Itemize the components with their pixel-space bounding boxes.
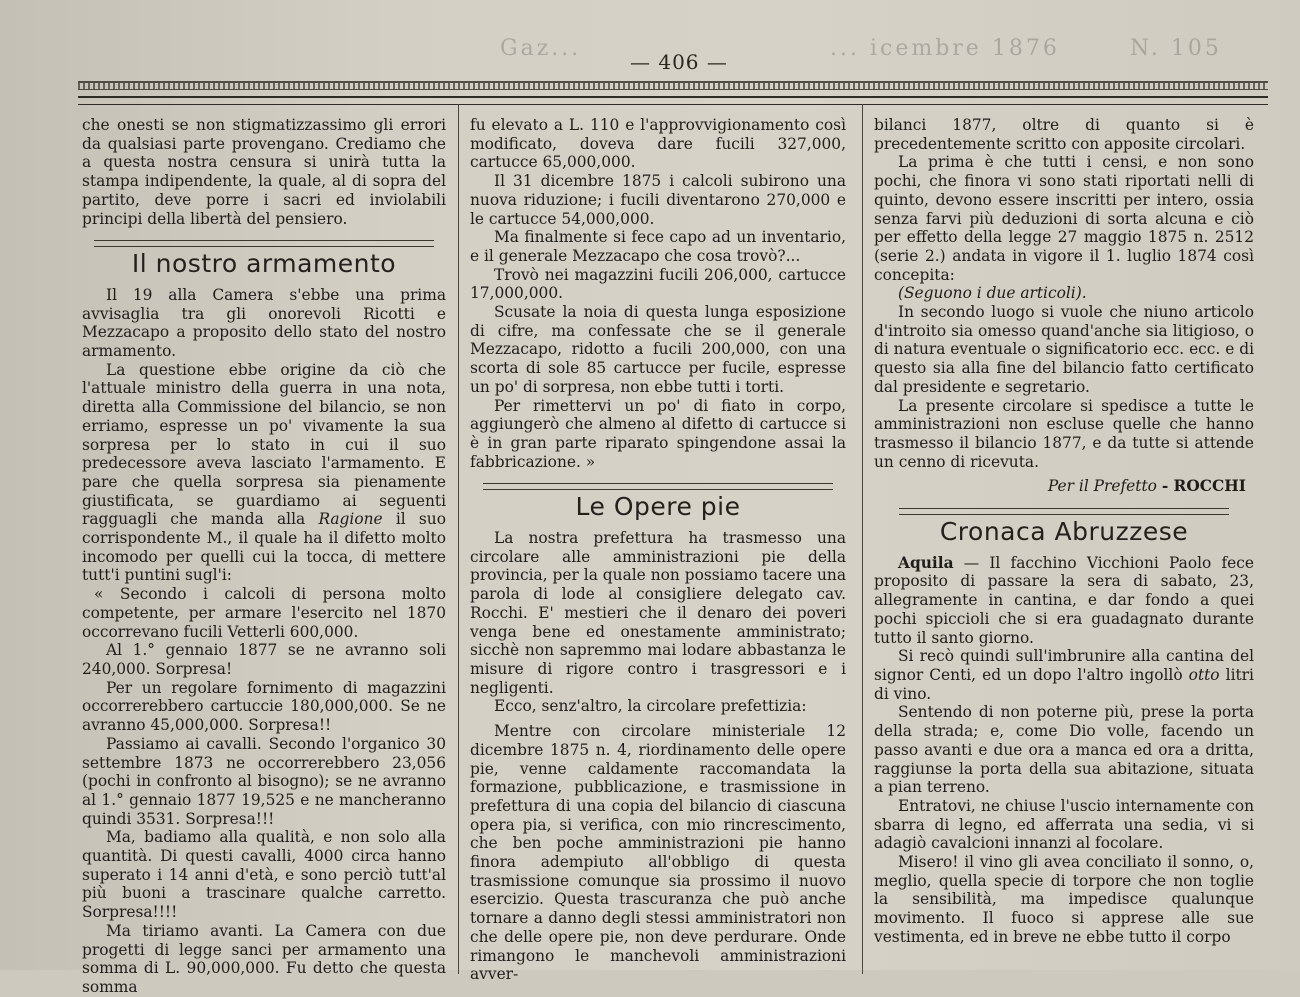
section-divider bbox=[483, 483, 833, 490]
bleed-through-date: ... icembre 1876 bbox=[830, 36, 1060, 61]
paragraph: Per rimettervi un po' di fiato in corpo, aggiungerò che almeno al difetto di cartucce si è in gran parte riparato spingendone assai la fabbricazione. » bbox=[470, 396, 846, 471]
signature: Per il Prefetto - ROCCHI bbox=[1047, 477, 1246, 496]
headline-opere-pie: Le Opere pie bbox=[575, 492, 741, 522]
headline-armamento: Il nostro armamento bbox=[131, 249, 397, 279]
header-rule bbox=[78, 96, 1268, 105]
column-rule bbox=[862, 104, 863, 974]
paragraph: Passiamo ai cavalli. Secondo l'organico 30 settembre 1873 ne occorrerebbero 23,056 (pochi in confronto al bisogno); se ne avranno al 1.° gennaio 1877 19,525 e ne mancheranno quindi 3531. Sorpresa!!! bbox=[82, 734, 446, 828]
paragraph: fu elevato a L. 110 e l'approvvigionamento così modificato, doveva dare fucili 327,000, cartucce 65,000,000. bbox=[470, 116, 846, 172]
column-2 bbox=[470, 116, 846, 984]
paragraph: La presente circolare si spedisce a tutte le amministrazioni non escluse quelle che hanno trasmesso il bilancio 1877, e da tutte si attende un cenno di ricevuta. bbox=[874, 396, 1254, 471]
headline-cronaca: Cronaca Abruzzese bbox=[939, 517, 1189, 547]
paragraph: Aquila — Il facchino Vicchioni Paolo fece proposito di passare la sera di sabato, 23, allegramente in cantina, e dar fondo a quei pochi spiccioli che si era guadagnato durante tutto il santo giorno. bbox=[874, 553, 1254, 647]
paragraph: bilanci 1877, oltre di quanto si è precedentemente scritto con apposite circolari. bbox=[874, 116, 1254, 153]
bleed-through-number: N. 105 bbox=[1130, 36, 1222, 61]
paragraph: Si recò quindi sull'imbrunire alla cantina del signor Centi, ed un dopo l'altro ingollò otto litri di vino. bbox=[874, 647, 1254, 703]
section-divider bbox=[899, 508, 1229, 515]
paragraph: Ma tiriamo avanti. La Camera con due progetti di legge sanci per armamento una somma di L. 90,000,000. Fu detto che questa somma bbox=[82, 921, 446, 996]
paragraph: La prima è che tutti i censi, e non sono pochi, che finora vi sono stati riportati nelli di quinto, devono essere inscritti per intero, ossia senza farvi più deduzioni di sorta alcuna e ciò per effetto della legge 27 maggio 1875 n. 2512 (serie 2.) andata in vigore il 1. luglio 1874 così concepita: bbox=[874, 153, 1254, 284]
paragraph: Il 19 alla Camera s'ebbe una prima avvisaglia tra gli onorevoli Ricotti e Mezzacapo a proposito dello stato del nostro armamento. bbox=[82, 285, 446, 361]
paragraph: (Seguono i due articoli). bbox=[898, 284, 1087, 303]
paragraph: Scusate la noia di questa lunga esposizione di cifre, ma confessate che se il generale Mezzacapo, ridotto a fucili 200,000, con una scorta di sole 85 cartucce per fucile, espresse un po' di sorpresa, non ebbe tutti i torti. bbox=[470, 303, 846, 396]
paragraph: che onesti se non stigmatizzassimo gli errori da qualsiasi parte provengano. Crediamo che a questa nostra censura si unirà tutta la stampa indipendente, la quale, al di sopra del partito, deve porre i sacri ed inviolabili principi della libertà del pensiero. bbox=[82, 116, 446, 228]
paragraph: Mentre con circolare ministeriale 12 dicembre 1875 n. 4, riordinamento delle opere pie, venne caldamente raccomandata la formazione, pubblicazione, e trasmissione in prefettura di una copia del bilancio di ciascuna opera pia, si verifica, con mio rincrescimento, che ben poche amministrazioni pie hanno finora adempiuto all'obbligo di questa trasmissione comunque sia prossimo il nuovo esercizio. Questa trascuranza che può anche tornare a danno degli stessi amministratori non che delle opere pie, non deve perdurare. Onde rimangono le manchevoli amministrazioni avver- bbox=[470, 722, 846, 984]
paragraph: La questione ebbe origine da ciò che l'attuale ministro della guerra in una nota, diretta alla Commissione del bilancio, se non erriamo, espresse un po' vivamente la sua sorpresa per lo stato in cui il suo predecessore aveva lasciato l'armamento. E pare che quella sorpresa sia pienamente giustificata, se guardiamo ai seguenti ragguagli che manda alla Ragione il suo corrispondente M., il quale ha il difetto molto incomodo per quelli cui la tocca, di mettere tutt'i puntini sugl'i: bbox=[82, 360, 446, 585]
paragraph: La nostra prefettura ha trasmesso una circolare alle amministrazioni pie della provincia, per la quale non possiamo tacere una parola di lode al consigliere delegato cav. Rocchi. E' mestieri che il denaro dei poveri venga bene ed onestamente amministrato; sicchè non sapremmo mai lodare abbastanza le misure di rigore contro i trasgressori e i negligenti. bbox=[470, 529, 846, 697]
paragraph: Al 1.° gennaio 1877 se ne avranno soli 240,000. Sorpresa! bbox=[82, 641, 446, 678]
paragraph: Sentendo di non poterne più, prese la porta della strada; e, come Dio volle, facendo un passo avanti e due ora a manca ed ora a dritta, raggiunse la porta della sua abitazione, situata a pian terreno. bbox=[874, 703, 1254, 797]
column-rule bbox=[458, 104, 459, 974]
paragraph: Misero! il vino gli avea conciliato il sonno, o, meglio, quella specie di torpore che non toglie la sensibilità, ma impedisce qualunque movimento. Il fuoco si apprese alle sue vestimenta, ed in breve ne ebbe tutto il corpo bbox=[874, 853, 1254, 946]
paragraph: Entratovi, ne chiuse l'uscio internamente con sbarra di legno, ed afferrata una sedia, vi si adagiò cavalcioni innanzi al focolare. bbox=[874, 796, 1254, 853]
paragraph: Il 31 dicembre 1875 i calcoli subirono una nuova riduzione; i fucili diventarono 270,000 e le cartucce 54,000,000. bbox=[470, 172, 846, 228]
paragraph: Trovò nei magazzini fucili 206,000, cartucce 17,000,000. bbox=[470, 265, 846, 303]
paragraph: Ma, badiamo alla qualità, e non solo alla quantità. Di questi cavalli, 4000 circa hanno superato i 14 anni d'età, e sono perciò tutt'al più buoni a trascinare qualche carretto. Sorpresa!!!! bbox=[82, 828, 446, 922]
paragraph: Per un regolare fornimento di magazzini occorrerebbero cartuccie 180,000,000. Se ne avranno 45,000,000. Sorpresa!! bbox=[82, 678, 446, 735]
header-rule-decorative bbox=[78, 81, 1268, 90]
column-3 bbox=[874, 116, 1254, 970]
paragraph: Ma finalmente si fece capo ad un inventario, e il generale Mezzacapo che cosa trovò?... bbox=[470, 228, 846, 265]
paragraph: « Secondo i calcoli di persona molto competente, per armare l'esercito nel 1870 occorrevano fucili Vetterli 600,000. bbox=[82, 585, 446, 641]
column-1 bbox=[82, 116, 446, 996]
section-divider bbox=[94, 240, 434, 247]
paragraph: Ecco, senz'altro, la circolare prefettizia: bbox=[494, 697, 807, 716]
paragraph: In secondo luogo si vuole che niuno articolo d'introito sia omesso quand'anche sia litigioso, o di natura eventuale o significatorio ecc. ecc. e di questo sia alla fine del bilancio fatto certificato dal presidente e segretario. bbox=[874, 303, 1254, 396]
page-number: — 406 — bbox=[630, 50, 728, 74]
bleed-through-text: Gaz... bbox=[500, 36, 582, 61]
